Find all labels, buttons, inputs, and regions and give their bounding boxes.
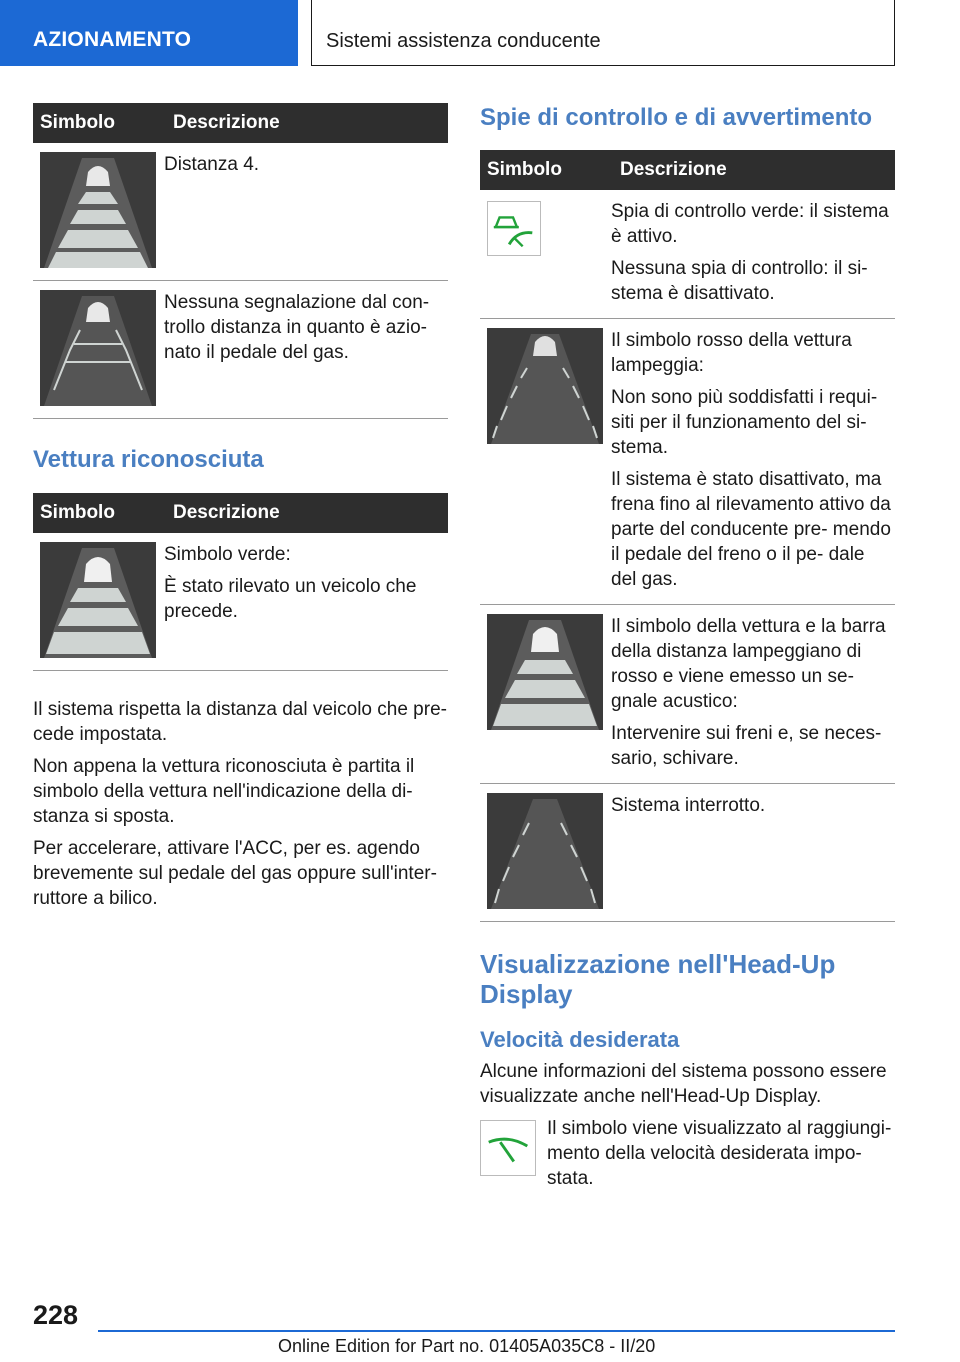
table-row bbox=[480, 190, 895, 319]
row-text: Nessuna segnalazione dal con- trollo distanza in quanto è azio- nato il pedale del gas. bbox=[164, 292, 430, 363]
table-header-symbol: Simbolo bbox=[33, 103, 164, 143]
row-text: Simbolo verde: bbox=[164, 544, 291, 565]
collision-warning-road-icon bbox=[487, 614, 603, 730]
table-header-symbol: Simbolo bbox=[480, 150, 611, 190]
table-row bbox=[480, 784, 895, 922]
paragraph: Il sistema rispetta la distanza dal veicolo che pre- cede impostata. bbox=[33, 699, 447, 745]
footer-divider bbox=[98, 1330, 895, 1332]
section-tab[interactable]: AZIONAMENTO bbox=[0, 0, 298, 66]
subheading-desired-speed: Velocità desiderata bbox=[480, 1027, 680, 1052]
heading-hud: Visualizzazione nell'Head-Up Display bbox=[480, 949, 836, 1009]
chapter-title: Sistemi assistenza conducente bbox=[311, 0, 895, 66]
paragraph: Alcune informazioni del sistema possono essere visualizzate anche nell'Head-Up Display. bbox=[480, 1061, 887, 1107]
table-row bbox=[480, 319, 895, 605]
paragraph: Non appena la vettura riconosciuta è partita il simbolo della vettura nell'indicazione della di- stanza si sposta. bbox=[33, 756, 415, 827]
row-text: Il simbolo rosso della vettura lampeggia: bbox=[611, 330, 852, 376]
vehicle-detected-road-icon bbox=[40, 542, 156, 658]
desired-speed-icon bbox=[480, 1120, 536, 1176]
table-header-description: Descrizione bbox=[164, 103, 448, 143]
paragraph: Per accelerare, attivare l'ACC, per es. agendo brevemente sul pedale del gas oppure sull'inter- ruttore a bilico. bbox=[33, 838, 437, 909]
row-text: Il simbolo della vettura e la barra della distanza lampeggiano di rosso e viene emesso un se- gnale acustico: bbox=[611, 616, 886, 712]
vehicle-symbol-table bbox=[33, 493, 448, 671]
page-header bbox=[0, 0, 960, 66]
left-column bbox=[33, 103, 448, 918]
body-text bbox=[33, 697, 448, 911]
table-row bbox=[33, 281, 448, 419]
heading-vehicle-detected: Vettura riconosciuta bbox=[33, 446, 264, 473]
acc-indicator-green-icon bbox=[487, 201, 541, 256]
right-column bbox=[480, 103, 895, 1191]
row-text: Il sistema è stato disattivato, ma frena fino al rilevamento attivo da parte del conducente pre- mendo il pedale del freno o il pe- dale del gas. bbox=[611, 469, 891, 590]
edition-info: Online Edition for Part no. 01405A035C8 - II/20 bbox=[278, 1336, 656, 1356]
row-text: Sistema interrotto. bbox=[611, 795, 766, 816]
page-number: 228 bbox=[33, 1300, 79, 1330]
row-text: Distanza 4. bbox=[164, 154, 260, 175]
row-text: Intervenire sui freni e, se neces- sario, schivare. bbox=[611, 723, 882, 769]
table-header-symbol: Simbolo bbox=[33, 493, 164, 533]
row-text: È stato rilevato un veicolo che precede. bbox=[164, 576, 417, 622]
table-header-description: Descrizione bbox=[164, 493, 448, 533]
table-row bbox=[33, 533, 448, 671]
red-vehicle-flashing-road-icon bbox=[487, 328, 603, 444]
hud-text bbox=[480, 1059, 895, 1109]
table-header-description: Descrizione bbox=[611, 150, 895, 190]
indicator-symbol-table bbox=[480, 150, 895, 922]
heading-warning-lights: Spie di controllo e di avvertimento bbox=[480, 104, 873, 131]
row-text: Spia di controllo verde: il sistema è attivo. bbox=[611, 201, 889, 247]
system-interrupted-road-icon bbox=[487, 793, 603, 909]
distance-4-road-icon bbox=[40, 152, 156, 268]
hud-symbol-block bbox=[480, 1116, 895, 1191]
hud-description: Il simbolo viene visualizzato al raggiungi- mento della velocità desiderata impo- stata. bbox=[547, 1118, 892, 1189]
table-row bbox=[33, 143, 448, 281]
distance-symbol-table bbox=[33, 103, 448, 419]
no-distance-signal-road-icon bbox=[40, 290, 156, 406]
row-text: Non sono più soddisfatti i requi- siti per il funzionamento del si- stema. bbox=[611, 387, 878, 458]
table-row bbox=[480, 605, 895, 784]
row-text: Nessuna spia di controllo: il si- stema è disattivato. bbox=[611, 258, 868, 304]
